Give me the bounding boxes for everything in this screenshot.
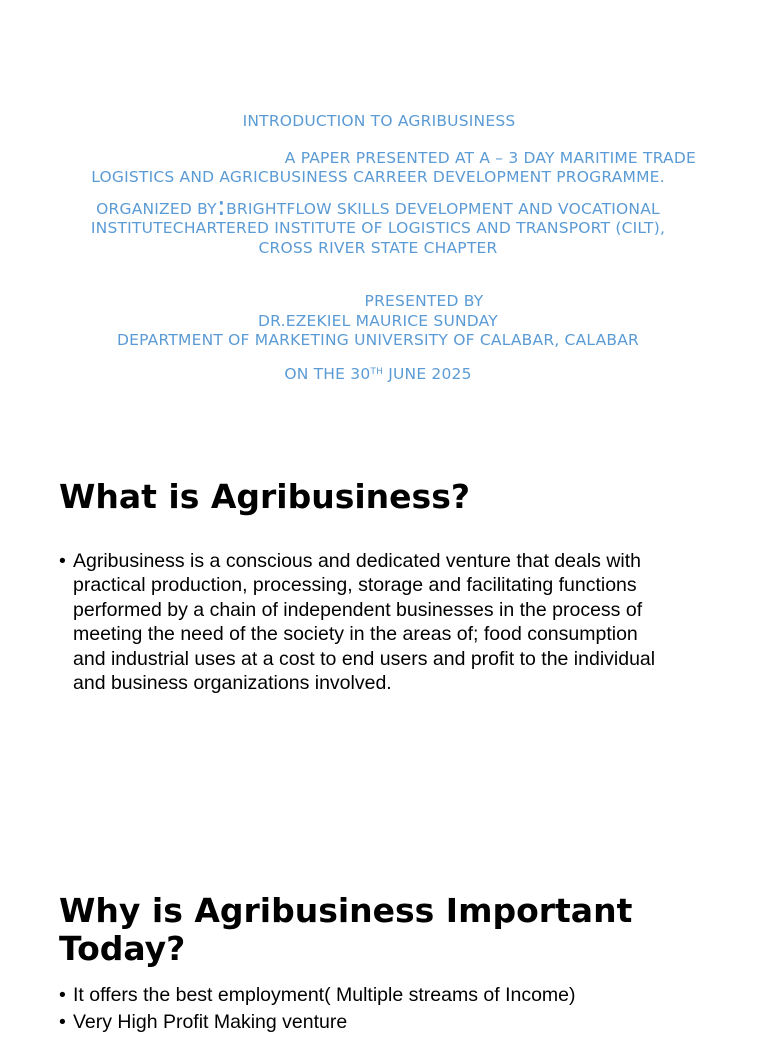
presenter-department: DEPARTMENT OF MARKETING UNIVERSITY OF CALABAR, CALABAR [117,331,639,349]
date-prefix: ON THE 30 [284,364,371,383]
bullet-icon: • [59,1011,66,1034]
heading-why-line-2: Today? [59,929,186,968]
what-bullet-list [59,549,709,695]
section-heading-what: What is Agribusiness? [59,477,470,516]
list-item [59,983,709,1007]
date-ordinal: TH [370,366,384,377]
list-item [59,1010,709,1034]
presented-by-label: PRESENTED BY [364,292,484,310]
paper-description [40,149,716,188]
organizer-name-part-1: BRIGHTFLOW SKILLS DEVELOPMENT AND VOCATIONAL [226,199,660,218]
heading-why-line-1: Why is Agribusiness Important [59,891,633,930]
organizer-line-3: CROSS RIVER STATE CHAPTER [258,238,498,257]
organizer-line-1 [40,190,716,222]
bullet-text: It offers the best employment( Multiple streams of Income) [73,984,576,1006]
organized-by-colon: : [216,190,227,222]
list-item [59,549,709,695]
bullet-line: and industrial uses at a cost to end users and profit to the individual [73,647,656,670]
bullet-text: Very High Profit Making venture [73,1011,348,1034]
paper-line-1: A PAPER PRESENTED AT A – 3 DAY MARITIME TRADE [284,148,696,167]
bullet-line: performed by a chain of independent businesses in the process of [73,598,643,621]
bullet-line: practical production, processing, storage and facilitating functions [73,574,637,597]
bullet-line: and business organizations involved. [73,672,392,695]
organizer-block [40,190,716,259]
bullet-line: Agribusiness is a conscious and dedicated venture that deals with [73,550,642,572]
organizer-line-2: INSTITUTECHARTERED INSTITUTE OF LOGISTICS AND TRANSPORT (CILT), [90,219,666,237]
title-slide [40,112,716,384]
bullet-line: meeting the need of the society in the areas of; food consumption [73,623,638,646]
bullet-icon: • [59,550,66,572]
intro-title: INTRODUCTION TO AGRIBUSINESS [242,112,516,130]
section-heading-why [59,892,719,968]
why-bullet-list [59,983,709,1038]
presenter-name: DR.EZEKIEL MAURICE SUNDAY [258,311,498,330]
date-suffix: JUNE 2025 [383,364,472,383]
organized-by-label: ORGANIZED BY [96,199,217,218]
bullet-icon: • [59,984,66,1006]
presentation-date [40,365,716,385]
paper-line-2: LOGISTICS AND AGRICBUSINESS CARREER DEVELOPMENT PROGRAMME. [91,168,665,186]
